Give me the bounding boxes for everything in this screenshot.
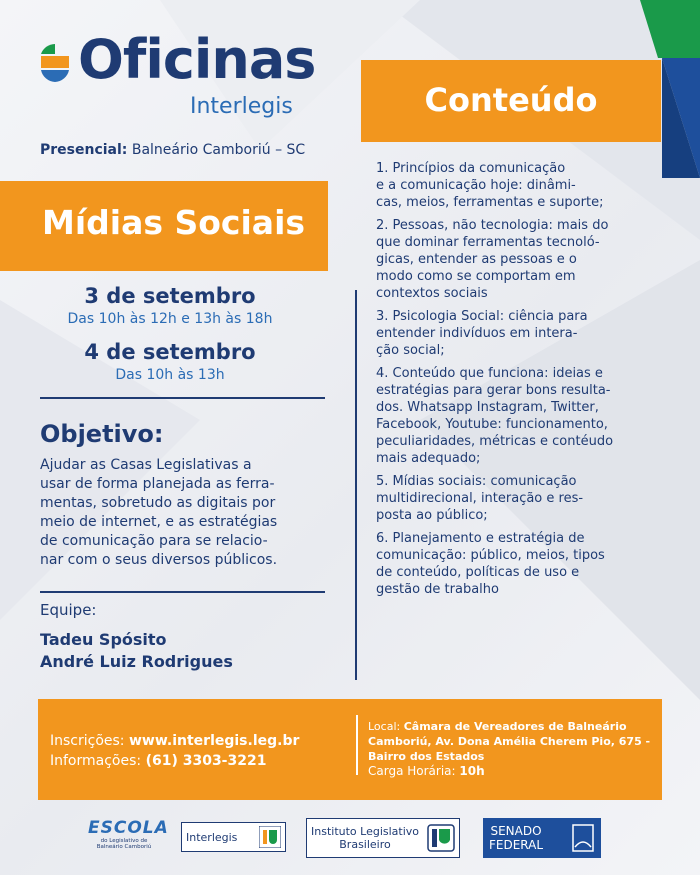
content-item-line: entender indivíduos em intera- <box>376 326 578 341</box>
local-label: Local: <box>368 720 401 733</box>
objective-line: meio de internet, e as estratégias <box>40 514 278 530</box>
dates-block <box>0 283 340 395</box>
team-member-1: Tadeu Spósito <box>40 630 167 649</box>
content-item-line: ção social; <box>376 343 445 358</box>
content-banner <box>361 60 661 142</box>
content-item-line: que dominar ferramentas tecnoló- <box>376 235 600 250</box>
footer-location <box>368 719 658 779</box>
content-item-line: de conteúdo, políticas de uso e <box>376 565 580 580</box>
date-day-1: 3 de setembro <box>84 284 256 308</box>
objective-text <box>40 456 330 570</box>
team-member-2: André Luiz Rodrigues <box>40 652 233 671</box>
ilb-mark-icon <box>427 824 455 852</box>
content-item-line: e a comunicação hoje: dinâmi- <box>376 178 576 193</box>
presencial-label: Presencial: <box>40 142 128 158</box>
presencial-info <box>40 142 305 158</box>
ilb-line-2: Brasileiro <box>339 838 391 851</box>
objective-line: nar com o seus diversos públicos. <box>40 552 278 568</box>
content-item-line: 3. Psicologia Social: ciência para <box>376 309 588 324</box>
content-item <box>376 473 676 524</box>
info-phone: (61) 3303-3221 <box>145 753 267 769</box>
escola-sub-1: do Legislativo de <box>100 838 148 844</box>
objective-line: mentas, sobretudo as digitais por <box>40 495 276 511</box>
senado-mark-icon <box>571 823 595 853</box>
content-item-line: modo como se comportam em <box>376 269 576 284</box>
course-title: Mídias Sociais <box>42 203 306 242</box>
divider-vertical <box>355 290 357 680</box>
content-item-line: 1. Princípios da comunicação <box>376 161 566 176</box>
interlegis-mark-icon <box>259 826 281 848</box>
logo-word: Oficinas <box>78 28 316 91</box>
content-item-line: comunicação: público, meios, tipos <box>376 548 605 563</box>
objective-line: Ajudar as Casas Legislativas a <box>40 457 252 473</box>
content-item-line: estratégias para gerar bons resulta- <box>376 383 611 398</box>
content-list <box>376 160 676 604</box>
escola-sub-2: Balneário Camboriú <box>96 844 152 850</box>
date-day-2: 4 de setembro <box>84 340 256 364</box>
content-item-line: multidirecional, interação e res- <box>376 491 584 506</box>
ilb-line-1: Instituto Legislativo <box>311 825 420 838</box>
divider-objective <box>40 591 325 593</box>
content-item-line: mais adequado; <box>376 451 481 466</box>
content-item-line: posta ao público; <box>376 508 488 523</box>
inscricoes-label: Inscrições: <box>50 733 125 749</box>
content-item-line: 6. Planejamento e estratégia de <box>376 531 585 546</box>
ilb-logo <box>306 818 460 858</box>
content-title: Conteúdo <box>424 81 598 119</box>
content-item-line: 4. Conteúdo que funciona: ideias e <box>376 366 603 381</box>
senado-line-1: SENADO <box>490 824 542 838</box>
content-item-line: cas, meios, ferramentas e suporte; <box>376 195 604 210</box>
content-item-line: 2. Pessoas, não tecnologia: mais do <box>376 218 609 233</box>
content-item-line: contextos sociais <box>376 286 488 301</box>
divider-dates <box>40 397 325 399</box>
logo-subtitle: Interlegis <box>190 94 293 119</box>
senado-line-2: FEDERAL <box>489 838 544 852</box>
footer-contacts <box>50 731 299 771</box>
content-item <box>376 160 676 211</box>
date-hours-2: Das 10h às 13h <box>115 367 225 383</box>
content-item-line: gestão de trabalho <box>376 582 499 597</box>
local-line-1: Câmara de Vereadores de Balneário <box>403 720 627 733</box>
carga-value: 10h <box>459 764 485 778</box>
local-line-2: Camboriú, Av. Dona Amélia Cherem Pio, 675 - <box>368 735 651 748</box>
info-label: Informações: <box>50 753 142 769</box>
content-item <box>376 217 676 302</box>
footer-divider <box>356 715 358 775</box>
senado-logo <box>483 818 601 858</box>
objective-line: usar de forma planejada as ferra- <box>40 476 275 492</box>
content-item-line: gicas, entender as pessoas e o <box>376 252 577 267</box>
team-label: Equipe: <box>40 601 97 619</box>
partner-logos <box>0 812 700 862</box>
oficinas-logo <box>34 26 324 126</box>
objective-line: de comunicação para se relacio- <box>40 533 268 549</box>
objective-title: Objetivo: <box>40 420 164 448</box>
inscricoes-link[interactable]: www.interlegis.leg.br <box>128 733 300 749</box>
presencial-value: Balneário Camboriú – SC <box>131 142 306 158</box>
oficinas-logo-mark-icon <box>38 40 72 86</box>
content-item-line: 5. Mídias sociais: comunicação <box>376 474 577 489</box>
course-banner <box>0 181 328 271</box>
escola-word: ESCOLA <box>88 818 169 838</box>
interlegis-logo-text: Interlegis <box>186 830 238 844</box>
content-item-line: Facebook, Youtube: funcionamento, <box>376 417 608 432</box>
interlegis-logo <box>181 822 286 852</box>
content-item <box>376 308 676 359</box>
date-hours-1: Das 10h às 12h e 13h às 18h <box>67 311 273 327</box>
content-item <box>376 365 676 467</box>
carga-label: Carga Horária: <box>368 764 456 778</box>
escola-logo <box>88 818 169 856</box>
content-item-line: peculiaridades, métricas e contéudo <box>376 434 614 449</box>
content-item-line: dos. Whatsapp Instagram, Twitter, <box>376 400 599 415</box>
footer-bar <box>38 699 662 800</box>
local-line-3: Bairro dos Estados <box>368 750 485 763</box>
content-item <box>376 530 676 598</box>
